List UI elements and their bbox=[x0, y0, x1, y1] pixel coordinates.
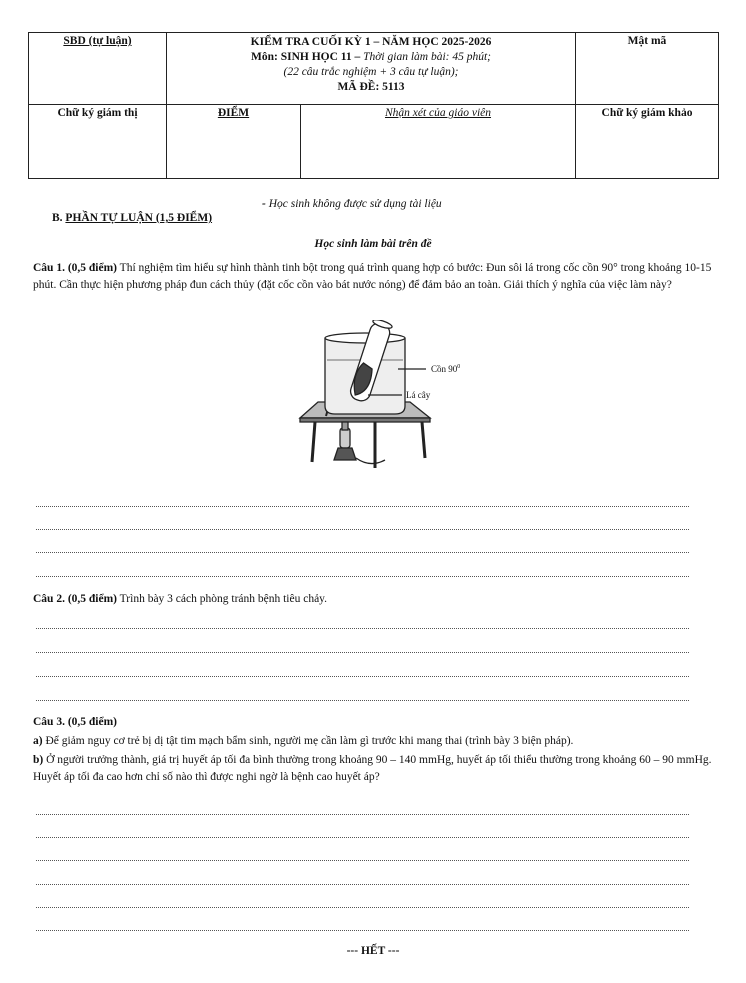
answer-line[interactable] bbox=[36, 576, 689, 577]
answer-line[interactable] bbox=[36, 837, 689, 838]
exam-subject: Môn: SINH HỌC 11 – Thời gian làm bài: 45 phút; bbox=[251, 51, 491, 63]
answer-line[interactable] bbox=[36, 860, 689, 861]
answer-line[interactable] bbox=[36, 930, 689, 931]
score-cell: ĐIỂM bbox=[167, 105, 301, 179]
sbd-cell: SBD (tự luận) bbox=[29, 33, 167, 105]
end-marker: --- HẾT --- bbox=[346, 945, 400, 957]
question-3a: a) Để giảm nguy cơ trẻ bị dị tật tim mạch bẩm sinh, người mẹ cần làm gì trước khi mang thai (trình bày 3 biện pháp). bbox=[33, 735, 574, 747]
answer-line[interactable] bbox=[36, 676, 689, 677]
answer-line[interactable] bbox=[36, 552, 689, 553]
answer-line[interactable] bbox=[36, 700, 689, 701]
answer-line[interactable] bbox=[36, 529, 689, 530]
examiner-signature-cell: Chữ ký giám khảo bbox=[576, 105, 719, 179]
question-3-label: Câu 3. (0,5 điểm) bbox=[33, 716, 118, 728]
section-title: B. PHẦN TỰ LUẬN (1,5 ĐIỂM) bbox=[52, 212, 213, 224]
exam-title: KIỂM TRA CUỐI KỲ 1 – NĂM HỌC 2025-2026 bbox=[250, 36, 492, 48]
label-alcohol: Cồn $90^0$ bbox=[431, 364, 460, 374]
header-table bbox=[28, 32, 719, 179]
answer-line[interactable] bbox=[36, 884, 689, 885]
notice: - Học sinh không được sử dụng tài liệu bbox=[262, 198, 442, 210]
exam-code: MÃ ĐỀ: 5113 bbox=[337, 81, 405, 93]
answer-line[interactable] bbox=[36, 907, 689, 908]
question-1: Câu 1. (0,5 điểm) Thí nghiệm tìm hiểu sự hình thành tinh bột trong quá trình quang hợp có bước: Đun sôi lá trong cốc cồn 90° trong khoảng 10-15 phút. Cần thực hiện phương pháp đun cách thủy (đặt cốc cồn vào bát nước nóng) để đảm bảo an toàn. Giải thích ý nghĩa của việc làm này? bbox=[33, 262, 712, 291]
answer-line[interactable] bbox=[36, 814, 689, 815]
invigilator-signature-cell: Chữ ký giám thị bbox=[29, 105, 167, 179]
answer-line[interactable] bbox=[36, 652, 689, 653]
exam-info-cell bbox=[167, 33, 576, 105]
exam-structure: (22 câu trắc nghiệm + 3 câu tự luận); bbox=[283, 66, 459, 78]
question-2: Câu 2. (0,5 điểm) Trình bày 3 cách phòng tránh bệnh tiêu chảy. bbox=[33, 593, 328, 605]
teacher-comment-cell: Nhận xét của giáo viên bbox=[301, 105, 576, 179]
water-bath-figure bbox=[290, 320, 460, 490]
secret-code-cell: Mật mã bbox=[576, 33, 719, 105]
question-3b: b) Ở người trưởng thành, giá trị huyết áp tối đa bình thường trong khoảng 90 – 140 mmHg, huyết áp tối thiểu thường trong khoảng 60 – 90 mmHg. Huyết áp tối đa cao hơn chỉ số nào thì được nghi ngờ là bệnh cao huyết áp? bbox=[33, 754, 712, 783]
answer-line[interactable] bbox=[36, 628, 689, 629]
label-leaf: Lá cây bbox=[406, 390, 431, 400]
instruction: Học sinh làm bài trên đề bbox=[314, 238, 432, 250]
answer-line[interactable] bbox=[36, 506, 689, 507]
